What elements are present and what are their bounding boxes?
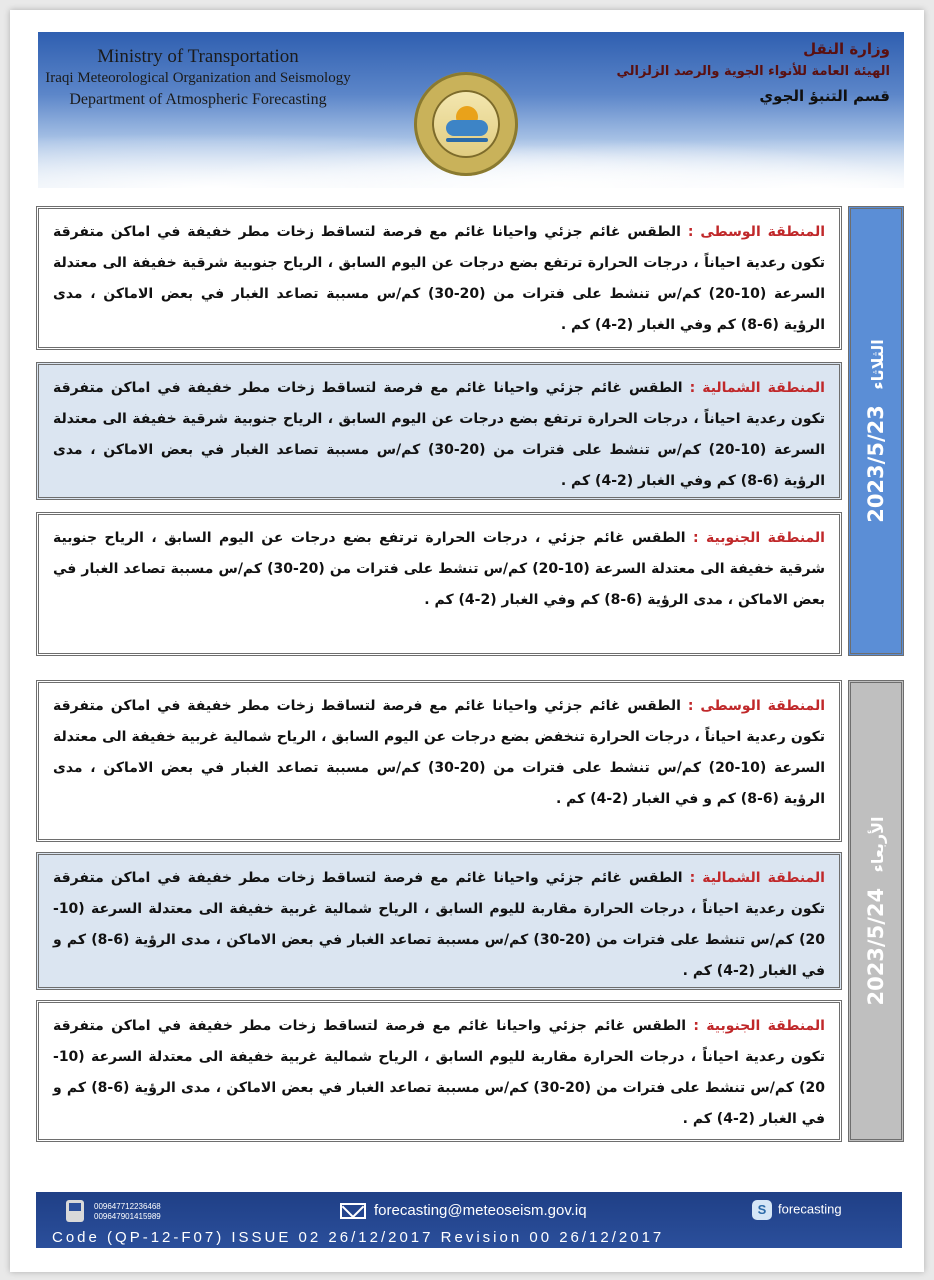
phone-number: 009647901415989 — [94, 1212, 161, 1221]
document-code-line: Code (QP-12-F07) ISSUE 02 26/12/2017 Revision 00 26/12/2017 — [52, 1229, 665, 1246]
region-label: المنطقة الشمالية : — [689, 380, 825, 396]
day-label — [864, 816, 888, 1005]
forecast-text: الطقس غائم جزئي واحيانا غائم مع فرصة لتساقط زخات مطر خفيفة في اماكن متفرقة تكون رعدية احياناً ، درجات الحرارة ترتفع بضع درجات عن اليوم السابق ، الرياح جنوبية شرقية خفيفة الى معتدلة السرعة (10-20) كم/س تنشط على فترات من (20-30) كم/س مسببة تصاعد الغبار في بعض الاماكن ، مدى الرؤية (6-8) كم وفي الغبار (2-4) كم . — [53, 380, 826, 489]
ministry-name-ar: وزارة النقل — [803, 40, 890, 58]
ministry-name-en: Ministry of Transportation — [97, 46, 299, 67]
forecast-text: الطقس غائم جزئي ، درجات الحرارة ترتفع بضع درجات عن اليوم السابق ، الرياح جنوبية شرقية خفيفة الى معتدلة السرعة (10-20) كم/س تنشط على فترات من (20-30) كم/س مسببة تصاعد الغبار في بعض الاماكن ، مدى الرؤية (6-8) كم وفي الغبار (2-4) كم . — [53, 530, 826, 608]
forecast-box-day2-north — [36, 852, 842, 990]
mail-icon — [340, 1203, 366, 1219]
header-english — [38, 46, 358, 109]
day-date: 2023/5/23 — [864, 405, 888, 523]
forecast-box-day2-central — [36, 680, 842, 842]
region-label: المنطقة الوسطى : — [687, 698, 825, 714]
forecast-text: الطقس غائم جزئي واحيانا غائم مع فرصة لتساقط زخات مطر خفيفة في اماكن متفرقة تكون رعدية احياناً ، درجات الحرارة مقاربة لليوم السابق ، الرياح شمالية غربية خفيفة الى معتدلة السرعة (10-20) كم/س تنشط على فترات من (20-30) كم/س مسببة تصاعد الغبار في بعض الاماكن ، مدى الرؤية (6-8) كم و في الغبار (2-4) كم . — [53, 870, 826, 979]
day-name: الثلاثاء — [868, 339, 887, 390]
skype-name[interactable]: forecasting — [778, 1201, 842, 1217]
phone-icon — [66, 1200, 84, 1222]
organization-name-en: Iraqi Meteorological Organization and Seismology — [45, 70, 351, 86]
forecast-text: الطقس غائم جزئي واحيانا غائم مع فرصة لتساقط زخات مطر خفيفة في اماكن متفرقة تكون رعدية احياناً ، درجات الحرارة تنخفض بضع درجات عن اليوم السابق ، الرياح شمالية غربية خفيفة الى معتدلة السرعة (10-20) كم/س تنشط على فترات من (20-30) كم/س مسببة تصاعد الغبار في بعض الاماكن ، مدى الرؤية (6-8) كم و في الغبار (2-4) كم . — [53, 698, 826, 807]
department-name-ar: قسم التنبؤ الجوي — [759, 87, 890, 105]
region-label: المنطقة الجنوبية : — [693, 1018, 825, 1034]
phone-numbers — [94, 1202, 161, 1222]
day-name: الأربعاء — [868, 816, 887, 873]
day-bar-wednesday — [848, 680, 904, 1142]
forecast-text: الطقس غائم جزئي واحيانا غائم مع فرصة لتساقط زخات مطر خفيفة في اماكن متفرقة تكون رعدية احياناً ، درجات الحرارة ترتفع بضع درجات عن اليوم السابق ، الرياح جنوبية شرقية خفيفة الى معتدلة السرعة (10-20) كم/س تنشط على فترات من (20-30) كم/س مسببة تصاعد الغبار في بعض الاماكن ، مدى الرؤية (6-8) كم وفي الغبار (2-4) كم . — [53, 224, 826, 333]
header-arabic — [590, 40, 890, 105]
header-banner — [38, 32, 904, 188]
email-contact[interactable] — [340, 1202, 587, 1219]
forecast-text: الطقس غائم جزئي واحيانا غائم مع فرصة لتساقط زخات مطر خفيفة في اماكن متفرقة تكون رعدية احياناً ، درجات الحرارة مقاربة لليوم السابق ، الرياح شمالية غربية خفيفة الى معتدلة السرعة (10-20) كم/س تنشط على فترات من (20-30) كم/س مسببة تصاعد الغبار في بعض الاماكن ، مدى الرؤية (6-8) كم و في الغبار (2-4) كم . — [53, 1018, 826, 1127]
forecast-box-day1-north — [36, 362, 842, 500]
forecast-box-day1-central — [36, 206, 842, 350]
region-label: المنطقة الشمالية : — [689, 870, 825, 886]
skype-icon: S — [752, 1200, 772, 1220]
forecast-box-day2-south — [36, 1000, 842, 1142]
department-name-en: Department of Atmospheric Forecasting — [69, 91, 327, 108]
day-label — [864, 339, 888, 523]
footer-bar — [36, 1192, 902, 1248]
email-address[interactable]: forecasting@meteoseism.gov.iq — [374, 1202, 587, 1219]
organization-name-ar: الهيئة العامة للأنواء الجوية والرصد الزلزالي — [616, 64, 890, 79]
day-date: 2023/5/24 — [864, 887, 888, 1006]
region-label: المنطقة الجنوبية : — [693, 530, 825, 546]
skype-contact[interactable] — [752, 1200, 842, 1220]
day-bar-tuesday — [848, 206, 904, 656]
organization-seal-icon — [414, 72, 518, 176]
region-label: المنطقة الوسطى : — [687, 224, 825, 240]
forecast-box-day1-south — [36, 512, 842, 656]
phone-number: 009647712236468 — [94, 1202, 161, 1211]
